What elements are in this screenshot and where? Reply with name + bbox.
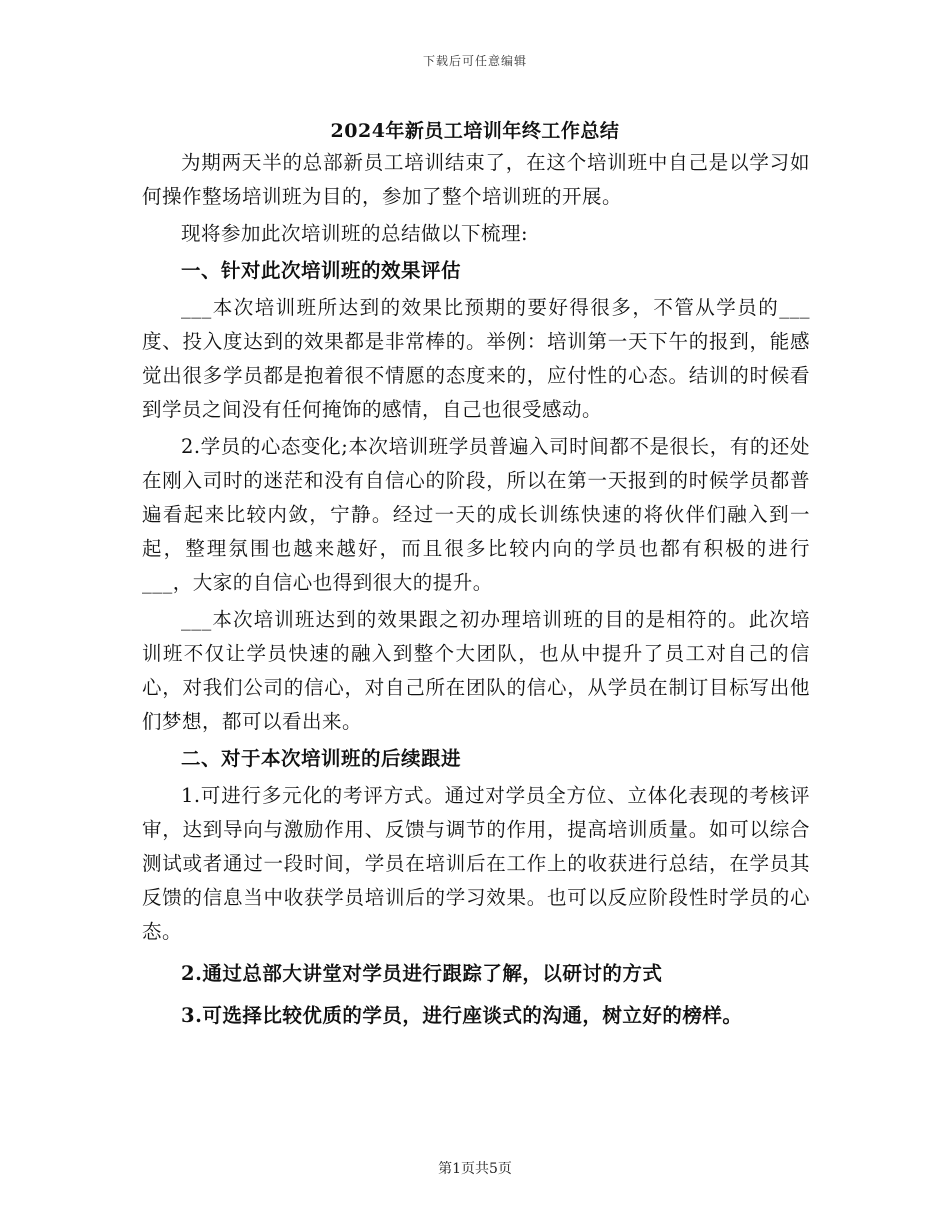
list-item-role-model: 3.可选择比较优质的学员，进行座谈式的沟通，树立好的榜样。 [181, 1004, 743, 1027]
paragraph-intro: 为期两天半的总部新员工培训结束了，在这个培训班中自己是以学习如何操作整场培训班为目的，参加了整个培训班的开展。 [142, 151, 810, 208]
paragraph-evaluation-methods: 1.可进行多元化的考评方式。通过对学员全方位、立体化表现的考核评审，达到导向与激励作用、反馈与调节的作用，提高培训质量。如可以综合测试或者通过一段时间，学员在培训后在工作上的收获进行总结，在学员其反馈的信息当中收获学员培训后的学习效果。也可以反应阶段性时学员的心态。 [142, 784, 810, 943]
document-body [142, 146, 810, 1036]
paragraph-mindset-change: 2.学员的心态变化;本次培训班学员普遍入司时间都不是很长，有的还处在刚入司时的迷茫和没有自信心的阶段，所以在第一天报到的时候学员都普遍看起来比较内敛，宁静。经过一天的成长训练快速的将伙伴们融入到一起，整理氛围也越来越好，而且很多比较内向的学员也都有积极的进行___，大家的自信心也得到很大的提升。 [142, 435, 810, 594]
section-heading-followup: 二、对于本次培训班的后续跟进 [181, 747, 462, 770]
paragraph-effect: ___本次培训班所达到的效果比预期的要好得很多，不管从学员的___度、投入度达到的效果都是非常棒的。举例：培训第一天下午的报到，能感觉出很多学员都是抱着很不情愿的态度来的，应付性的心态。结训的时候看到学员之间没有任何掩饰的感情，自己也很受感动。 [142, 296, 810, 421]
page-number: 第1页共5页 [438, 1161, 512, 1177]
list-item-lecture-tracking: 2.通过总部大讲堂对学员进行跟踪了解，以研讨的方式 [181, 962, 663, 985]
document-title: 2024年新员工培训年终工作总结 [330, 120, 620, 142]
paragraph-summary-lead: 现将参加此次培训班的总结做以下梳理: [181, 222, 529, 245]
paragraph-goal-match: ___本次培训班达到的效果跟之初办理培训班的目的是相符的。此次培训班不仅让学员快速的融入到整个大团队，也从中提升了员工对自己的信心，对我们公司的信心，对自己所在团队的信心，从学员在制订目标写出他们梦想，都可以看出来。 [142, 608, 810, 733]
section-heading-evaluation: 一、针对此次培训班的效果评估 [181, 259, 462, 282]
page-header-note: 下载后可任意编辑 [422, 54, 527, 68]
